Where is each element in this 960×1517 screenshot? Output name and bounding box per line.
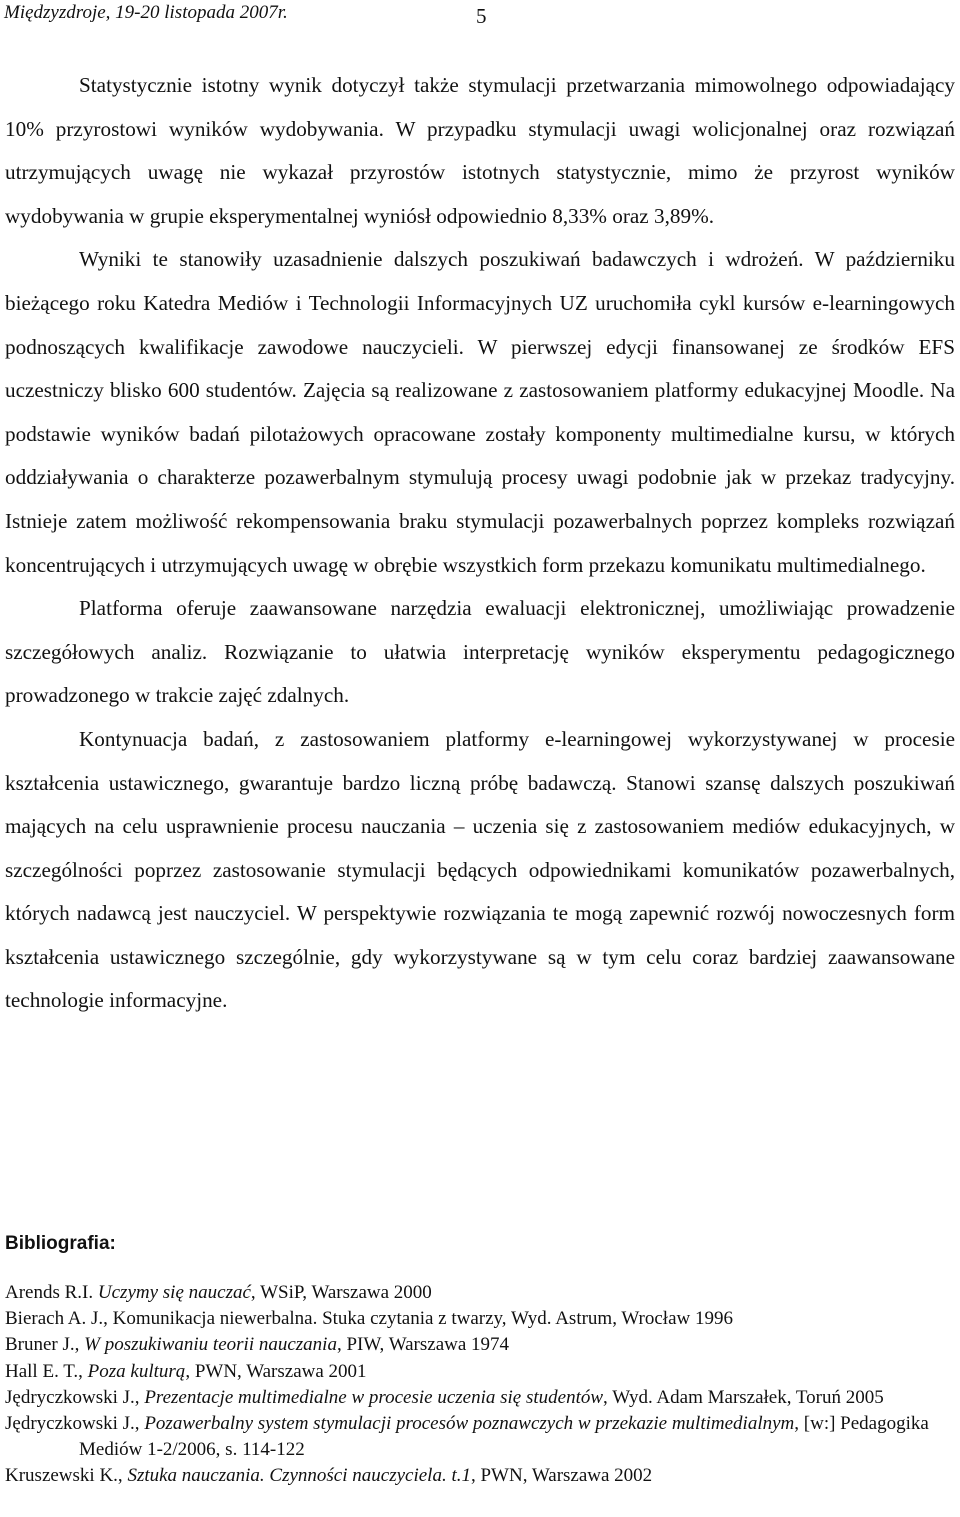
entry-title: W poszukiwaniu teorii nauczania — [84, 1334, 337, 1356]
paragraph: Wyniki te stanowiły uzasadnienie dalszych poszukiwań badawczych i wdrożeń. W październiku bieżącego roku Katedra Mediów i Technologii Informacyjnych UZ uruchomiła cykl kursów e-learningowych podnoszących kwalifikacje zawodowe nauczycieli. W pierwszej edycji finansowanej ze środków EFS uczestniczy blisko 600 studentów. Zajęcia są realizowane z zastosowaniem platformy edukacyjnej Moodle. Na podstawie wyników badań pilotażowych opracowane zostały komponenty multimedialne kursu, w których oddziaływania o charakterze pozawerbalnym stymulują procesy uwagi podobnie jak w przekaz tradycyjny. Istnieje zatem możliwość rekompensowania braku stymulacji pozawerbalnych poprzez kompleks rozwiązań koncentrujących i utrzymujących uwagę w obrębie wszystkich form przekazu komunikatu multimedialnego. — [5, 247, 955, 577]
bibliography-entry — [5, 1463, 955, 1489]
entry-title: Sztuka nauczania. Czynności nauczyciela. t.1 — [127, 1465, 471, 1487]
body-text — [5, 64, 955, 1023]
entry-publication: , Wyd. Adam Marszałek, Toruń 2005 — [603, 1386, 884, 1408]
bibliography-entry — [5, 1280, 955, 1306]
entry-author: Kruszewski K., — [5, 1465, 128, 1487]
header-conference-info: Międzyzdroje, 19-20 listopada 2007r. — [4, 2, 288, 23]
bibliography-heading: Bibliografia: — [5, 1233, 116, 1254]
paragraph: Statystycznie istotny wynik dotyczył także stymulacji przetwarzania mimowolnego odpowiadający 10% przyrostowi wyników wydobywania. W przypadku stymulacji uwagi wolicjonalnej oraz rozwiązań utrzymujących uwagę nie wykazał przyrostów istotnych statystycznie, mimo że przyrost wyników wydobywania w grupie eksperymentalnej wyniósł odpowiednio 8,33% oraz 3,89%. — [5, 73, 955, 228]
page-number: 5 — [476, 4, 487, 28]
entry-publication: , WSiP, Warszawa 2000 — [250, 1282, 432, 1303]
bibliography-entry — [5, 1332, 955, 1358]
paragraph: Kontynuacja badań, z zastosowaniem platformy e-learningowej wykorzystywanej w procesie kształcenia ustawicznego, gwarantuje bardzo liczną próbę badawczą. Stanowi szansę dalszych poszukiwań mających na celu usprawnienie procesu nauczania – uczenia się z zastosowaniem mediów edukacyjnych, w szczególności poprzez zastosowanie stymulacji będących odpowiednikami komunikatów pozawerbalnych, których nadawcą jest nauczyciel. W perspektywie rozwiązania te mogą zapewnić rozwój nowoczesnych form kształcenia ustawicznego szczególnie, gdy wykorzystywane są w tym celu coraz bardziej zaawansowane technologie informacyjne. — [5, 726, 955, 1013]
bibliography-entry — [5, 1306, 955, 1332]
entry-publication: , PIW, Warszawa 1974 — [336, 1334, 510, 1356]
entry-title: Uczymy się nauczać — [97, 1282, 251, 1303]
bibliography-entry — [5, 1359, 955, 1385]
entry-title: Pozawerbalny system stymulacji procesów poznawczych w przekazie multimedialnym — [144, 1413, 795, 1435]
entry-author: Hall E. T., — [5, 1360, 88, 1382]
bibliography-entry — [5, 1411, 955, 1463]
entry-publication: , [w:] Pedagogika Mediów 1-2/2006, s. 114-122 — [79, 1413, 929, 1461]
paragraph: Platforma oferuje zaawansowane narzędzia ewaluacji elektronicznej, umożliwiając prowadzenie szczegółowych analiz. Rozwiązanie to ułatwia interpretację wyników eksperymentu pedagogicznego prowadzonego w trakcie zajęć zdalnych. — [5, 596, 955, 708]
running-header — [4, 2, 956, 26]
entry-author: Arends R.I. — [5, 1282, 98, 1303]
bibliography-entry — [5, 1385, 955, 1411]
entry-title: Poza kulturą — [87, 1360, 186, 1382]
entry-author: Jędryczkowski J., — [5, 1386, 145, 1408]
bibliography-list — [5, 1280, 955, 1490]
entry-title: Prezentacje multimedialne w procesie uczenia się studentów — [144, 1386, 604, 1408]
entry-publication: , PWN, Warszawa 2001 — [185, 1360, 367, 1382]
entry-author: Bruner J., — [5, 1334, 85, 1356]
entry-author: Bierach A. J., Komunikacja niewerbalna. Stuka czytania z twarzy, Wyd. Astrum, Wrocław 1996 — [5, 1308, 733, 1330]
entry-publication: , PWN, Warszawa 2002 — [470, 1465, 653, 1487]
entry-author: Jędryczkowski J., — [5, 1413, 145, 1435]
